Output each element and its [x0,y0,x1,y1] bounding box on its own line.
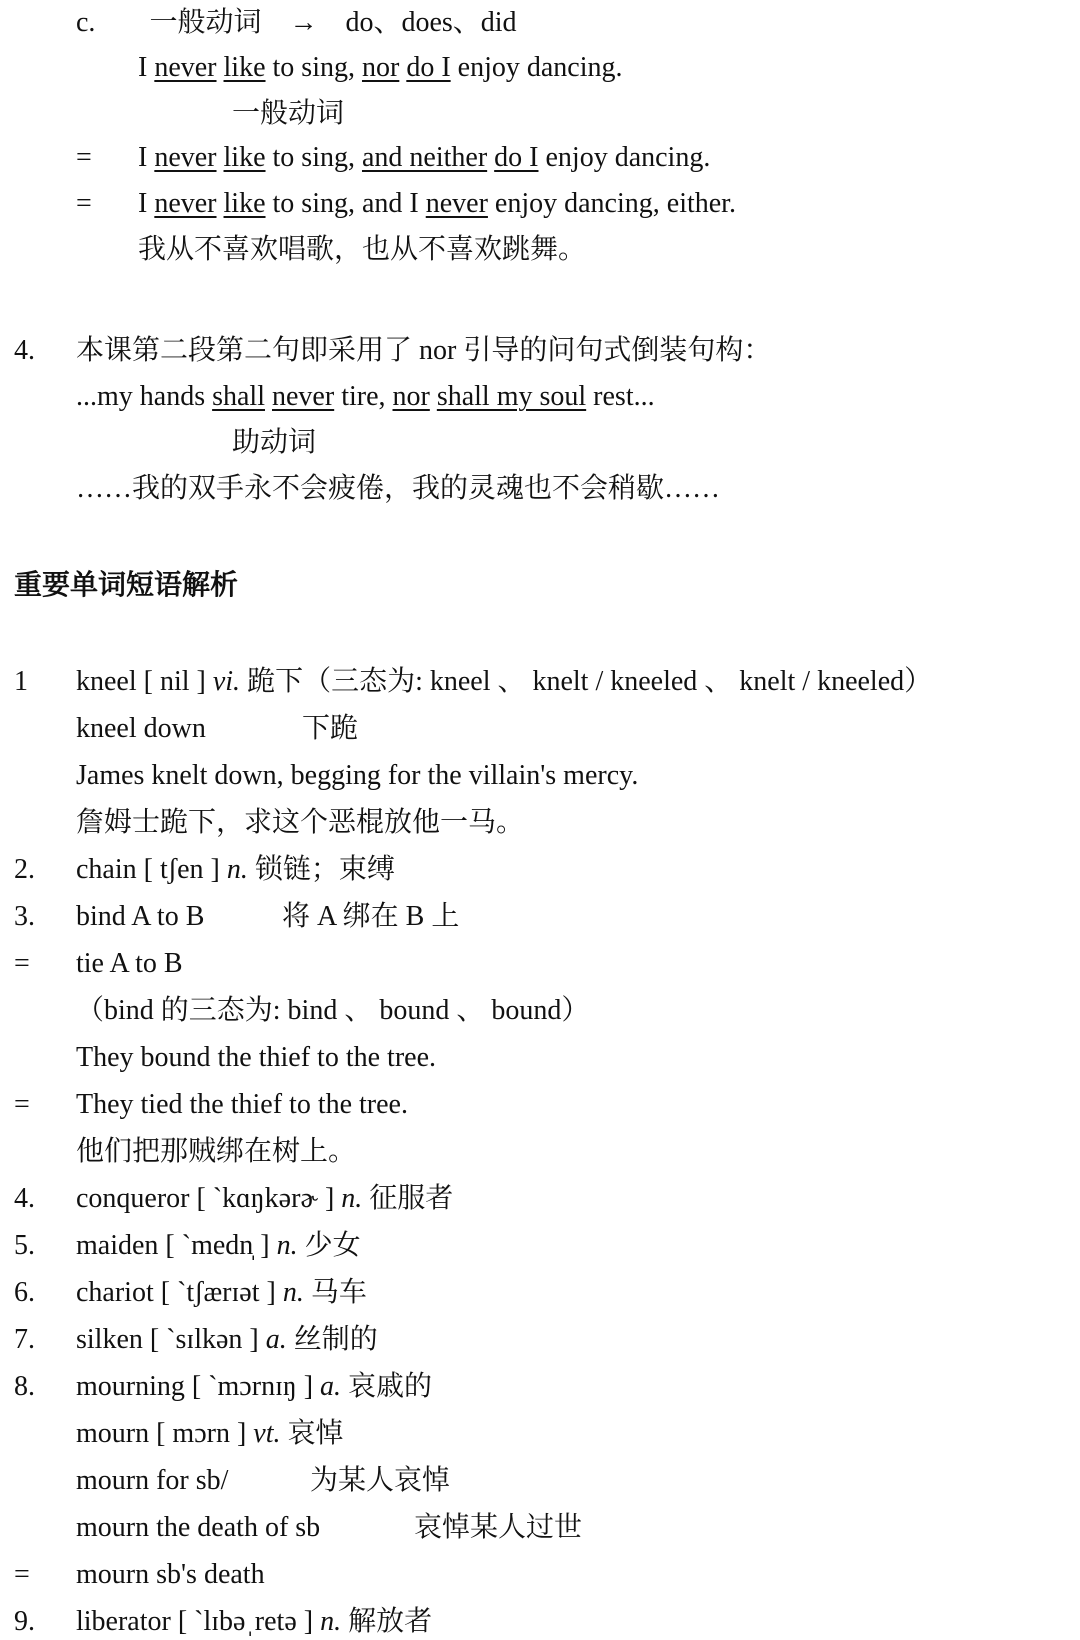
phrase: kneel down [76,713,206,744]
section-heading: 重要单词短语解析 [14,570,239,601]
vocab-entry-liberator: liberator [ ˋlɪbəˌretə ] n. 解放者 [76,1606,433,1637]
equals-marker: = [14,1559,30,1590]
equals-marker: = [76,142,92,173]
point-number: 4. [14,335,35,366]
phrase: mourn the death of sb [76,1512,321,1543]
vocab-entry-conqueror: conqueror [ ˋkɑŋkərɚ ] n. 征服者 [76,1183,454,1214]
example-sentence: They bound the thief to the tree. [76,1042,436,1073]
vocab-number: 4. [14,1183,35,1214]
vocab-number: 5. [14,1230,35,1261]
translation: ……我的双手永不会疲倦，我的灵魂也不会稍歇…… [76,473,721,504]
vocab-definition: 将 A 绑在 B 上 [282,901,460,932]
vocab-number: 3. [14,901,35,932]
translation: 我从不喜欢唱歌，也从不喜欢跳舞。 [138,234,587,265]
vocab-number: 1 [14,666,28,697]
vocab-number: 7. [14,1324,35,1355]
equals-marker: = [14,948,30,979]
header-forms: do、does、did [345,7,517,38]
vocab-entry-silken: silken [ ˋsɪlkən ] a. 丝制的 [76,1324,378,1355]
annotation-note: 一般动词 [232,98,345,129]
vocab-number: 9. [14,1606,35,1637]
vocab-entry-chariot: chariot [ ˋtʃærɪət ] n. 马车 [76,1277,367,1308]
point-intro: 本课第二段第二句即采用了 nor 引导的问句式倒装句构： [76,335,772,366]
phrase-definition: 为某人哀悼 [310,1465,451,1496]
annotation-note: 助动词 [232,427,317,458]
translation: 他们把那贼绑在树上。 [76,1136,357,1167]
example-sentence-2 [76,140,92,176]
phrase: mourn for sb/ [76,1465,229,1496]
vocab-entry-maiden: maiden [ ˋmedn̩ ] n. 少女 [76,1230,361,1261]
example-sentence-1: I never like to sing, nor do I enjoy dancing. [138,52,623,83]
arrow-icon: → [289,7,318,38]
equivalent-phrase: tie A to B [76,948,183,979]
equals-marker: = [14,1089,30,1120]
vocab-entry-bind: bind A to B [76,901,205,932]
phrase-definition: 哀悼某人过世 [414,1512,583,1543]
section-c-header [76,5,517,41]
example-sentence-3 [76,186,92,222]
vocab-number: 6. [14,1277,35,1308]
vocab-number: 8. [14,1371,35,1402]
quote-sentence: ...my hands shall never tire, nor shall my soul rest... [76,381,655,412]
vocab-entry-mourning: mourning [ ˋmɔrnɪŋ ] a. 哀戚的 [76,1371,433,1402]
example-sentence-3-text: I never like to sing, and I never enjoy dancing, either. [138,188,736,219]
example-sentence: They tied the thief to the tree. [76,1089,408,1120]
example-sentence-2-text: I never like to sing, and neither do I enjoy dancing. [138,142,711,173]
list-marker: c. [76,7,96,38]
translation: 詹姆士跪下，求这个恶棍放他一马。 [76,807,525,838]
verb-forms: （bind 的三态为: bind 、 bound 、 bound） [76,995,590,1026]
header-verb: 一般动词 [149,7,262,38]
phrase-definition: 下跪 [302,713,359,744]
vocab-entry-kneel: kneel [ nil ] vi. 跪下（三态为: kneel 、 knelt / kneeled 、 knelt / kneeled） [76,666,933,697]
vocab-number: 2. [14,854,35,885]
equals-marker: = [76,188,92,219]
example-sentence: James knelt down, begging for the villain's mercy. [76,760,639,791]
vocab-entry-mourn: mourn [ mɔrn ] vt. 哀悼 [76,1418,344,1449]
equivalent-phrase: mourn sb's death [76,1559,265,1590]
vocab-entry-chain: chain [ tʃen ] n. 锁链；束缚 [76,854,395,885]
